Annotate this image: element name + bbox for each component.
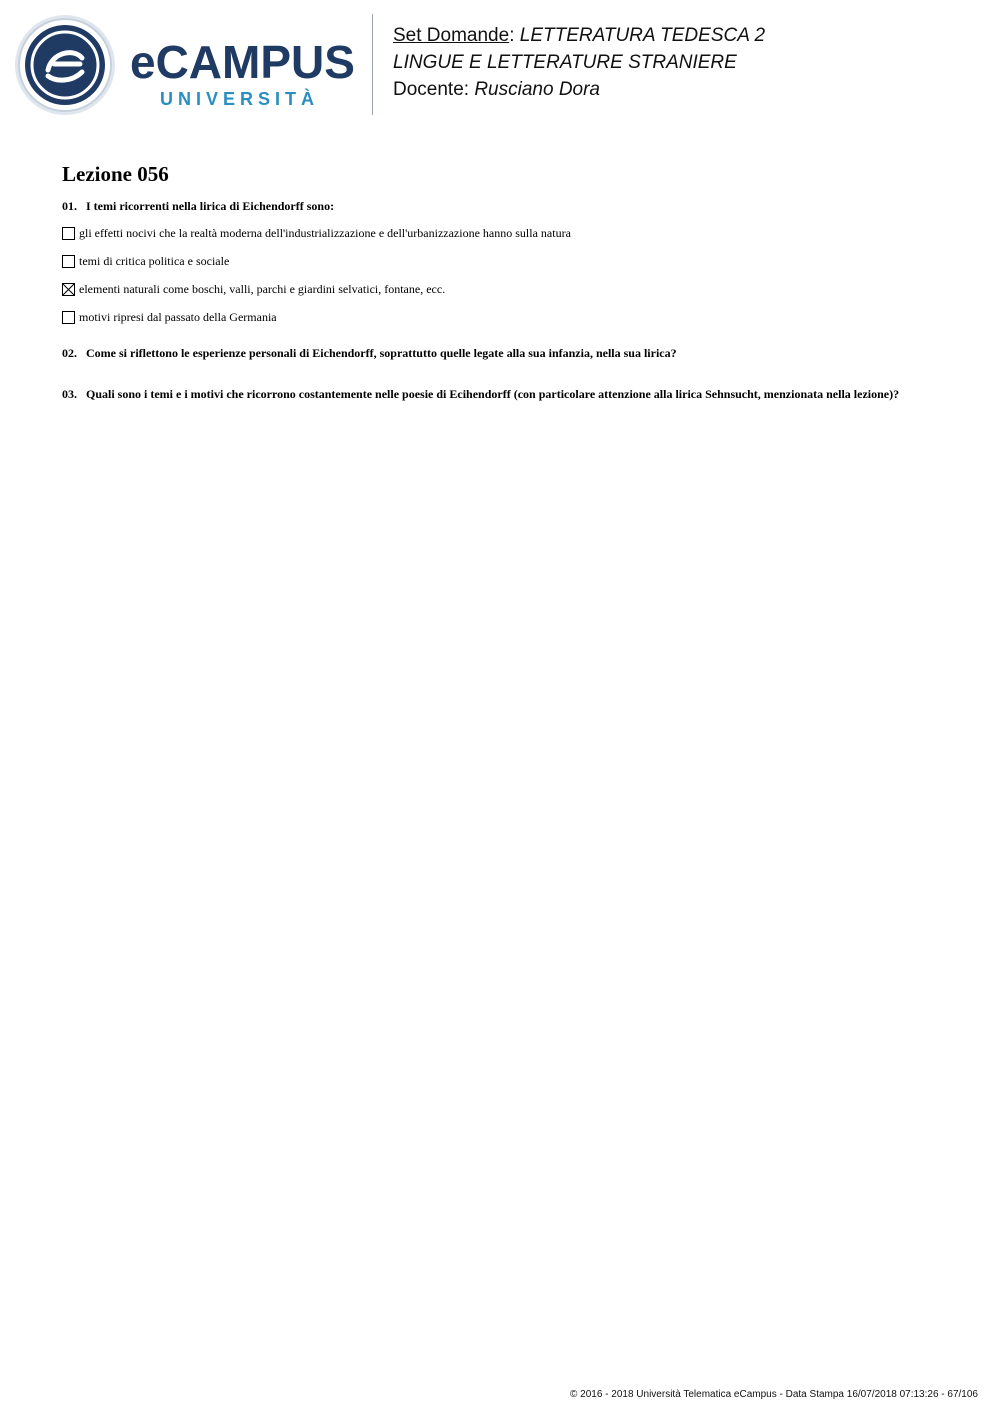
checkbox-unchecked-icon[interactable]	[62, 255, 75, 268]
answer-text: temi di critica politica e sociale	[79, 253, 230, 268]
brand-name: eCAMPUS	[130, 36, 355, 88]
question-number: 01.	[62, 199, 77, 213]
brand-subtitle: UNIVERSITÀ	[160, 89, 320, 109]
lesson-content	[62, 160, 942, 402]
answer-text: motivi ripresi dal passato della Germania	[79, 309, 277, 324]
teacher-label: Docente:	[393, 79, 475, 100]
question-3	[62, 387, 942, 402]
checkbox-unchecked-icon[interactable]	[62, 227, 75, 240]
footer-copyright: © 2016 - 2018 Università Telematica eCampus - Data Stampa 16/07/2018 07:13:26 - 67/106	[570, 1389, 978, 1400]
teacher-row	[393, 76, 765, 103]
teacher-name: Rusciano Dora	[474, 79, 600, 100]
header-info	[393, 22, 765, 103]
answer-option[interactable]	[62, 224, 942, 242]
header-divider	[372, 14, 373, 115]
answer-option[interactable]	[62, 280, 942, 298]
question-text: Quali sono i temi e i motivi che ricorrono costantemente nelle poesie di Ecihendorff (con particolare attenzione alla lirica Sehnsucht, menzionata nella lezione)?	[86, 387, 900, 401]
ecampus-wordmark	[130, 36, 366, 116]
answer-text: gli effetti nocivi che la realtà moderna dell'industrializzazione e dell'urbanizzazione hanno sulla natura	[79, 225, 571, 240]
cross-mark-icon	[63, 284, 74, 295]
checkbox-checked-icon[interactable]	[62, 283, 75, 296]
set-value: LETTERATURA TEDESCA 2	[519, 25, 766, 46]
answer-option[interactable]	[62, 308, 942, 326]
answer-option[interactable]	[62, 252, 942, 270]
set-domande-row	[393, 22, 765, 49]
set-label: Set Domande	[393, 25, 510, 46]
answer-list	[62, 224, 942, 326]
question-number: 02.	[62, 346, 77, 360]
question-text: Come si riflettono le esperienze personali di Eichendorff, soprattutto quelle legate alla sua infanzia, nella sua lirica?	[86, 346, 677, 360]
lesson-title: Lezione 056	[62, 162, 169, 186]
question-1	[62, 199, 942, 214]
question-2	[62, 346, 942, 361]
set-colon: :	[509, 25, 520, 46]
checkbox-unchecked-icon[interactable]	[62, 311, 75, 324]
question-number: 03.	[62, 387, 77, 401]
answer-text: elementi naturali come boschi, valli, parchi e giardini selvatici, fontane, ecc.	[79, 281, 446, 296]
ecampus-seal-logo	[14, 14, 116, 116]
question-text: I temi ricorrenti nella lirica di Eichendorff sono:	[86, 199, 335, 213]
course-name: LINGUE E LETTERATURE STRANIERE	[393, 52, 737, 73]
